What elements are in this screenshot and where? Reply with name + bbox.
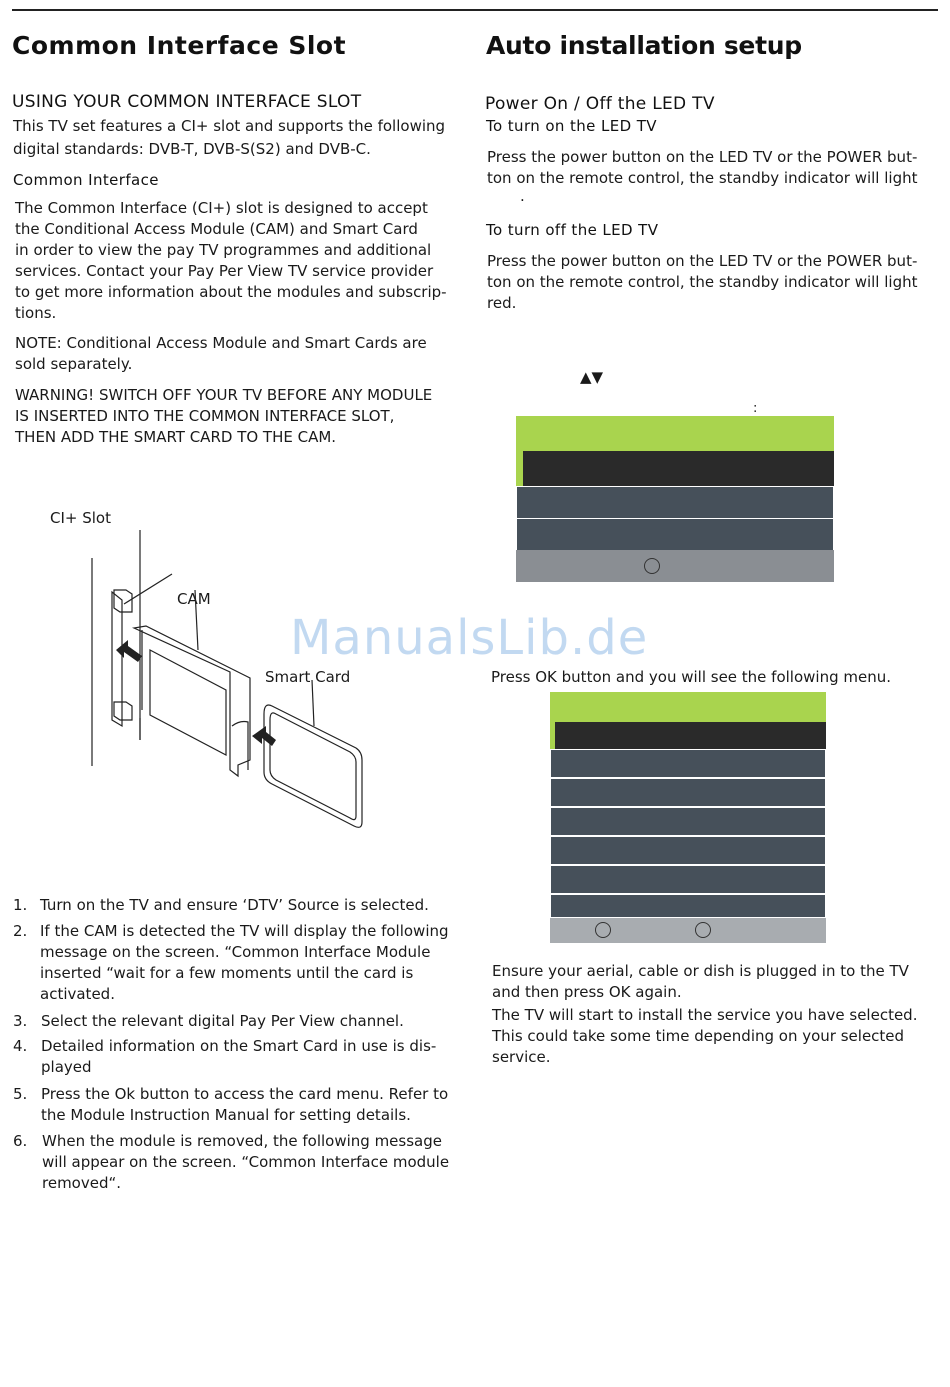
note-text: [15, 333, 427, 375]
menu-footer: [550, 918, 826, 943]
ok-instruction: Press OK button and you will see the following menu.: [491, 668, 892, 686]
ensure-line: Ensure your aerial, cable or dish is plugged in to the TV: [492, 962, 909, 980]
menu-selected-row[interactable]: [555, 722, 826, 749]
turn-off-text: [487, 251, 917, 314]
step-line: Press the Ok button to access the card menu. Refer to: [41, 1085, 449, 1103]
common-interface-heading: Common Interface: [13, 171, 159, 189]
turn-on-heading: To turn on the LED TV: [486, 117, 657, 135]
menu-row[interactable]: [551, 866, 825, 893]
menu-row[interactable]: [517, 519, 833, 550]
up-down-arrows-icon: ▲▼: [580, 368, 604, 386]
ensure-line: and then press OK again.: [492, 983, 682, 1001]
step-number: 4.: [13, 1037, 28, 1055]
menu-colon: :: [753, 401, 758, 416]
note-line: sold separately.: [15, 355, 133, 373]
menu-row[interactable]: [551, 808, 825, 835]
step-line: inserted “wait for a few moments until the card is: [40, 964, 414, 982]
turn-on-text: [487, 147, 917, 203]
turn-off-line: ton on the remote control, the standby indicator will light: [487, 273, 918, 291]
step-item: [13, 1131, 473, 1194]
intro-text: [13, 116, 445, 160]
install-text: [492, 1005, 917, 1068]
menu-row[interactable]: [551, 750, 825, 777]
step-line: activated.: [40, 985, 115, 1003]
top-rule: [12, 9, 938, 11]
power-heading: Power On / Off the LED TV: [485, 94, 715, 114]
turn-off-line: red.: [487, 294, 517, 312]
turn-on-line: .: [520, 187, 525, 205]
ci-slot-label: CI+ Slot: [50, 509, 111, 527]
step-line: Detailed information on the Smart Card in use is dis-: [41, 1037, 437, 1055]
step-item: [13, 1011, 473, 1032]
menu-selected-row[interactable]: [523, 451, 834, 486]
select-button-circle-icon: [595, 922, 611, 938]
step-line: message on the screen. “Common Interface Module: [40, 943, 431, 961]
warning-line: THEN ADD THE SMART CARD TO THE CAM.: [15, 428, 337, 446]
install-line: This could take some time depending on your selected: [492, 1027, 905, 1045]
step-line: played: [41, 1058, 92, 1076]
warning-line: WARNING! SWITCH OFF YOUR TV BEFORE ANY MODULE: [15, 386, 433, 404]
step-number: 3.: [13, 1012, 28, 1030]
left-page-title: Common Interface Slot: [12, 31, 347, 60]
menu-footer: [516, 550, 834, 582]
warning-text: [15, 385, 432, 448]
note-line: NOTE: Conditional Access Module and Smart Cards are: [15, 334, 427, 352]
ci-line: The Common Interface (CI+) slot is designed to accept: [15, 199, 428, 217]
cam-label: CAM: [177, 590, 211, 608]
turn-off-line: Press the power button on the LED TV or the POWER but-: [487, 252, 918, 270]
ci-line: tions.: [15, 304, 57, 322]
step-line: will appear on the screen. “Common Interface module: [42, 1153, 450, 1171]
ok-button-circle-icon: [644, 558, 660, 574]
step-line: removed“.: [42, 1174, 122, 1192]
watermark: ManualsLib.de: [290, 610, 649, 666]
smart-card-label: Smart Card: [265, 668, 351, 686]
install-line: service.: [492, 1048, 551, 1066]
common-interface-text: [15, 198, 447, 324]
menu-row[interactable]: [517, 487, 833, 518]
ci-line: in order to view the pay TV programmes and additional: [15, 241, 432, 259]
menu-row[interactable]: [551, 895, 825, 917]
ensure-text: [492, 961, 909, 1003]
step-line: Turn on the TV and ensure ‘DTV’ Source is selected.: [40, 896, 429, 914]
ci-line: services. Contact your Pay Per View TV service provider: [15, 262, 434, 280]
right-page-title: Auto installation setup: [486, 31, 802, 60]
step-item: [13, 1084, 473, 1126]
intro-line: digital standards: DVB-T, DVB-S(S2) and DVB-C.: [13, 140, 371, 158]
menu-row[interactable]: [551, 779, 825, 806]
install-line: The TV will start to install the service you have selected.: [492, 1006, 918, 1024]
turn-on-line: Press the power button on the LED TV or the POWER but-: [487, 148, 918, 166]
step-number: 1.: [13, 896, 28, 914]
ok-button-circle-icon: [695, 922, 711, 938]
step-line: When the module is removed, the following message: [42, 1132, 442, 1150]
step-item: [13, 921, 473, 1005]
step-line: the Module Instruction Manual for setting details.: [41, 1106, 411, 1124]
step-line: Select the relevant digital Pay Per View channel.: [41, 1012, 404, 1030]
power-on-menu: [516, 416, 834, 582]
cam-insertion-diagram: [80, 530, 380, 840]
step-number: 6.: [13, 1132, 28, 1150]
step-number: 2.: [13, 922, 28, 940]
step-item: [13, 1036, 473, 1078]
installation-menu: [550, 692, 826, 943]
using-heading: USING YOUR COMMON INTERFACE SLOT: [12, 92, 362, 112]
step-item: [13, 895, 473, 916]
turn-on-line: ton on the remote control, the standby indicator will light: [487, 169, 918, 187]
step-number: 5.: [13, 1085, 28, 1103]
turn-off-heading: To turn off the LED TV: [486, 221, 659, 239]
step-line: If the CAM is detected the TV will display the following: [40, 922, 449, 940]
warning-line: IS INSERTED INTO THE COMMON INTERFACE SLOT,: [15, 407, 395, 425]
menu-row[interactable]: [551, 837, 825, 864]
ci-line: the Conditional Access Module (CAM) and Smart Card: [15, 220, 418, 238]
intro-line: This TV set features a CI+ slot and supports the following: [13, 117, 446, 135]
ci-line: to get more information about the modules and subscrip-: [15, 283, 447, 301]
